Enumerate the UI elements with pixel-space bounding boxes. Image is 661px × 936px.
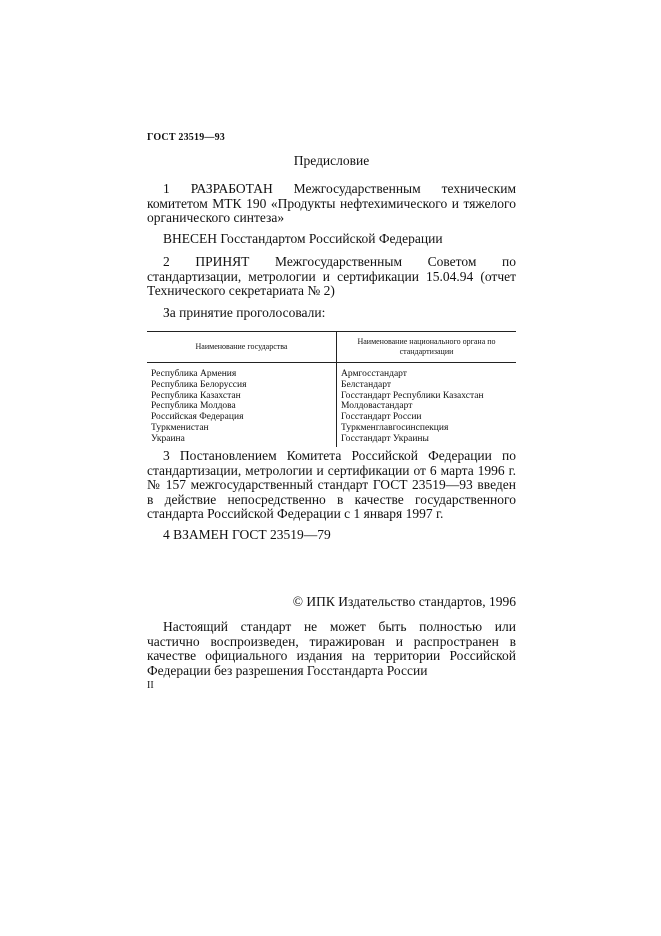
table-cell-state: Украина bbox=[147, 434, 337, 447]
paragraph-developed-by: 1 РАЗРАБОТАН Межгосударственным техническим комитетом МТК 190 «Продукты нефтехимического и тяжелого органического синтеза» bbox=[147, 181, 516, 225]
table-row bbox=[147, 369, 516, 380]
table-cell-state: Туркменистан bbox=[147, 423, 337, 434]
table-cell-body: Госстандарт Украины bbox=[341, 433, 429, 444]
paragraph-replaces: 4 ВЗАМЕН ГОСТ 23519—79 bbox=[163, 527, 331, 542]
table-cell-state: Республика Молдова bbox=[147, 401, 337, 412]
table-header-row bbox=[147, 332, 516, 363]
paragraph-adopted-by: 2 ПРИНЯТ Межгосударственным Советом по стандартизации, метрологии и сертификации 15.04.94 (отчет Технического секретариата № 2) bbox=[147, 254, 516, 298]
table-cell-body: Госстандарт Республики Казахстан bbox=[341, 390, 484, 401]
table-cell-state: Республика Белоруссия bbox=[147, 380, 337, 391]
paragraph-voted-for: За принятие проголосовали: bbox=[163, 305, 326, 320]
table-cell-body: Молдовастандарт bbox=[341, 401, 413, 412]
reproduction-notice: Настоящий стандарт не может быть полностью или частично воспроизведен, тиражирован и распространен в качестве официального издания на территории Российской Федерации без разрешения Госстандарта России bbox=[147, 619, 516, 678]
column-header-national-body: Наименование национального органа по стандартизации bbox=[337, 332, 517, 363]
table-row bbox=[147, 412, 516, 423]
table-row bbox=[147, 423, 516, 434]
table-row bbox=[147, 391, 516, 402]
column-header-state: Наименование государства bbox=[147, 332, 337, 363]
table-cell-body: Госстандарт России bbox=[341, 412, 422, 423]
table-cell-body: Туркменглавгосинспекция bbox=[341, 422, 449, 433]
paragraph-enacted: 3 Постановлением Комитета Российской Федерации по стандартизации, метрологии и сертификации от 6 марта 1996 г. № 157 межгосударственный стандарт ГОСТ 23519—93 введен в действие непосредственно в качестве государственного стандарта Российской Федерации с 1 января 1997 г. bbox=[147, 448, 516, 521]
preface-title: Предисловие bbox=[293, 153, 370, 168]
table-cell-state: Республика Армения bbox=[147, 369, 337, 380]
table-cell-body: Армгосстандарт bbox=[341, 369, 407, 379]
table-cell-state: Российская Федерация bbox=[147, 412, 337, 423]
table-cell-body: Белстандарт bbox=[341, 379, 392, 390]
voting-table bbox=[147, 331, 516, 447]
table-cell-state: Республика Казахстан bbox=[147, 391, 337, 402]
table-row bbox=[147, 380, 516, 391]
page-number: II bbox=[147, 680, 154, 691]
table-row bbox=[147, 434, 516, 447]
standard-code: ГОСТ 23519—93 bbox=[147, 132, 226, 143]
copyright-line: © ИПК Издательство стандартов, 1996 bbox=[292, 594, 516, 609]
paragraph-introduced-by: ВНЕСЕН Госстандартом Российской Федерации bbox=[163, 231, 443, 246]
table-row bbox=[147, 401, 516, 412]
